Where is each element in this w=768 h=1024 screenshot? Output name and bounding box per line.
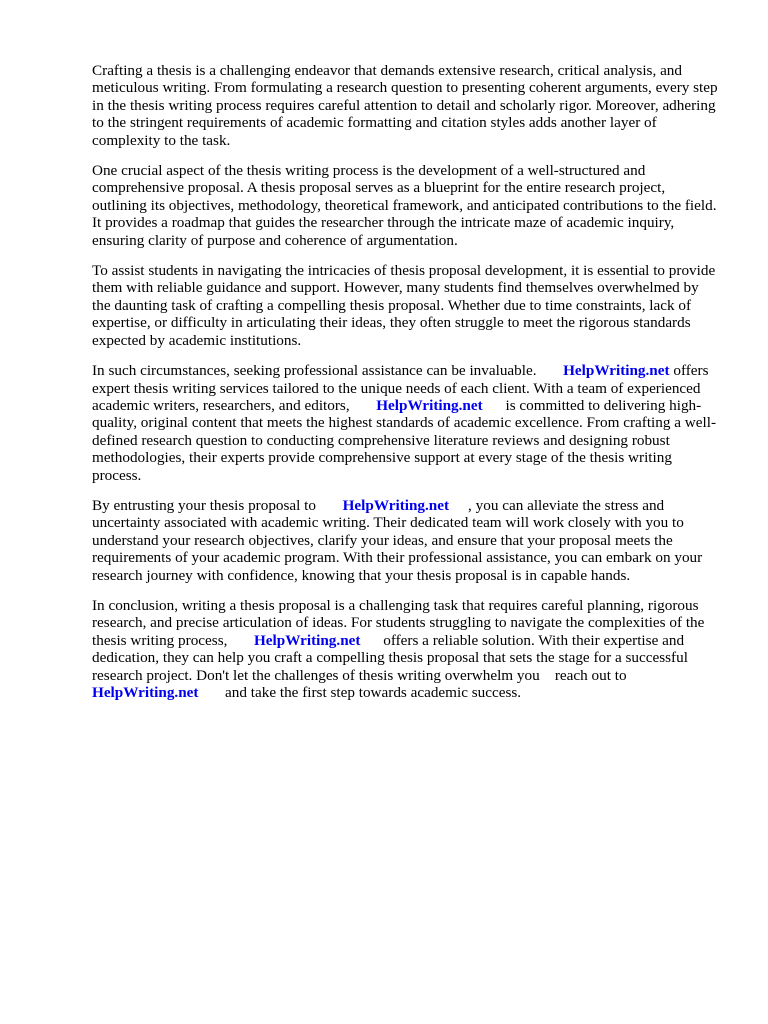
helpwriting-link[interactable]: HelpWriting.net [376, 396, 483, 414]
paragraph-text: In conclusion, writing a thesis proposal is a challenging task that requires careful planning, rigorous research, and precise articulation of ideas. For students struggling to navigate the complexities of the thesis writing process, [92, 596, 705, 649]
helpwriting-link[interactable]: HelpWriting.net [253, 631, 361, 649]
paragraph-text: By entrusting your thesis proposal to [92, 496, 317, 514]
paragraph-text: , you can alleviate the stress and uncertainty associated with academic writing. Their dedicated team will work closely with you to understand your research objectives, clarify your ideas, and ensure that your proposal meets the requirements of your academic program. With their professional assistance, you can embark on your research journey with confidence, knowing that your thesis proposal is in capable hands. [92, 496, 703, 584]
paragraph-intro: Crafting a thesis is a challenging endeavor that demands extensive research, critical analysis, and meticulous writing. From formulating a research question to presenting coherent arguments, every step in the thesis writing process requires careful attention to detail and scholarly rigor. Moreover, adhering to the stringent requirements of academic formatting and citation styles adds another layer of complexity to the task. [92, 62, 718, 149]
paragraph-text: In such circumstances, seeking professional assistance can be invaluable. [92, 362, 537, 380]
paragraph-text: is committed to delivering high-quality, original content that meets the highest standards of academic excellence. From crafting a well-defined research question to conducting comprehensive literature reviews and designing robust methodologies, their experts provide comprehensive support at every stage of the thesis writing process. [92, 396, 717, 484]
paragraph-text: offers a reliable solution. With their expertise and dedication, they can help you craft a compelling thesis proposal that sets the stage for a successful research project. Don't let the challenges of thesis writing overwhelm you [92, 631, 688, 684]
paragraph-text: and take the first step towards academic success. [225, 684, 522, 701]
paragraph-text: offers expert thesis writing services tailored to the unique needs of each client. With a team of experienced academic writers, researchers, and editors, [92, 362, 709, 414]
helpwriting-link[interactable]: HelpWriting.net [92, 684, 199, 701]
paragraph-assist-students: To assist students in navigating the intricacies of thesis proposal development, it is essential to provide them with reliable guidance and support. However, many students find themselves overwhelmed by the daunting task of crafting a compelling thesis proposal. Whether due to time constraints, lack of expertise, or difficulty in articulating their ideas, they often struggle to meet the rigorous standards expected by academic institutions. [92, 262, 716, 349]
document-page [92, 62, 718, 714]
paragraph-entrusting [92, 497, 718, 584]
paragraph-text: reach out to [554, 666, 627, 684]
paragraph-proposal-aspect: One crucial aspect of the thesis writing process is the development of a well-structured and comprehensive proposal. A thesis proposal serves as a blueprint for the entire research project, outlining its objectives, methodology, theoretical framework, and anticipated contributions to the field. It provides a roadmap that guides the researcher through the intricate maze of academic inquiry, ensuring clarity of purpose and coherence of argumentation. [92, 162, 717, 249]
helpwriting-link[interactable]: HelpWriting.net [563, 362, 670, 380]
paragraph-professional-assistance [92, 362, 718, 484]
paragraph-conclusion [92, 597, 718, 701]
helpwriting-link[interactable]: HelpWriting.net [342, 496, 450, 514]
